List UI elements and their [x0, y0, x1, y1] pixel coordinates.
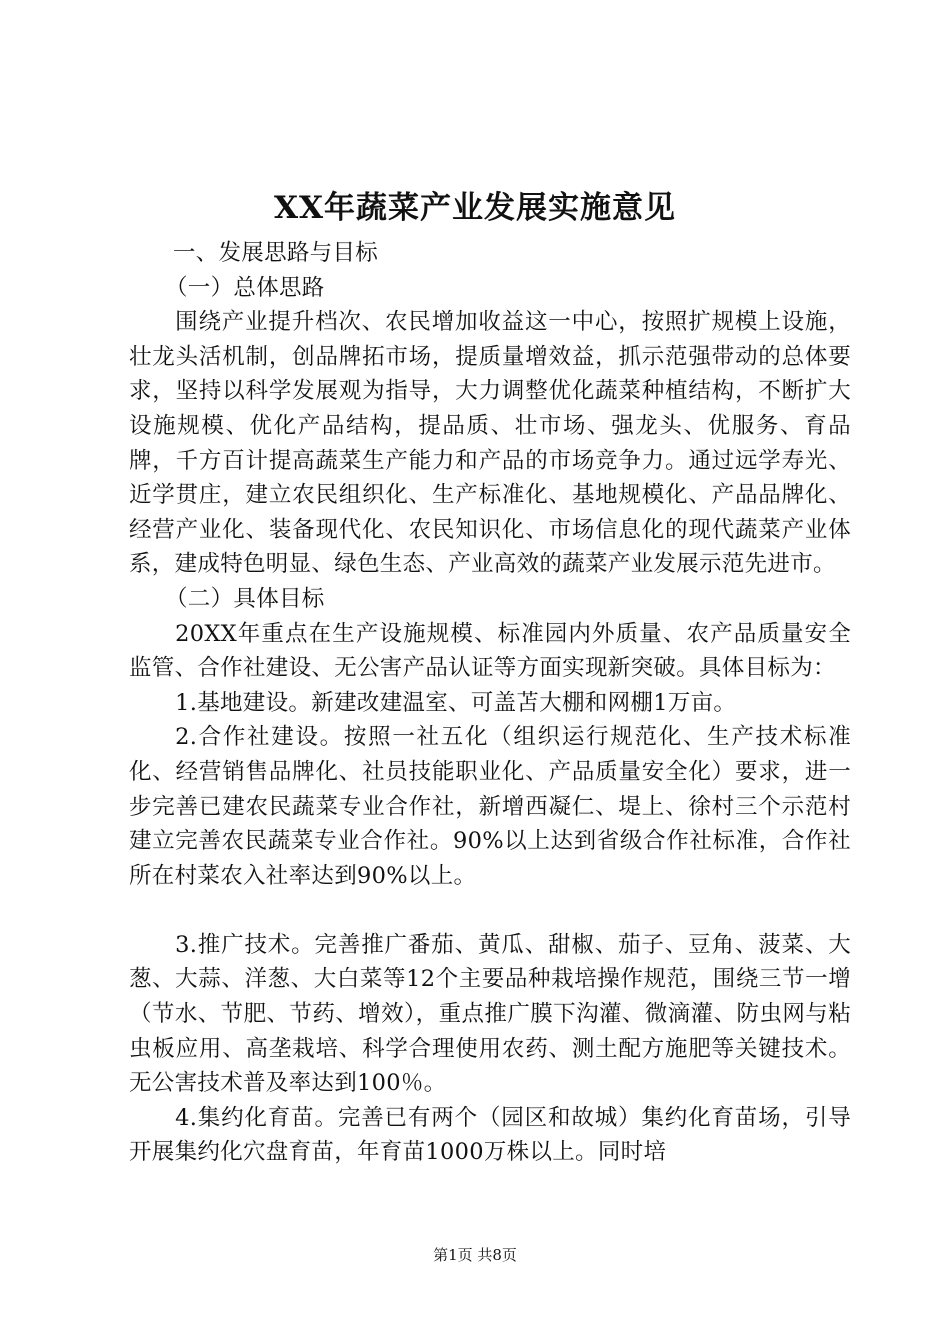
subsection-heading: （一）总体思路	[165, 274, 325, 301]
list-item: 3.推广技术。完善推广番茄、黄瓜、甜椒、茄子、豆角、菠菜、大葱、大蒜、洋葱、大白菜等12个主要品种栽培操作规范，围绕三节一增（节水、节肥、节药、增效），重点推广膜下沟灌、微滴灌、防虫网与粘虫板应用、高垄栽培、科学合理使用农药、测土配方施肥等关键技术。无公害技术普及率达到100％。	[129, 931, 851, 1097]
document-title: XX年蔬菜产业发展实施意见	[273, 190, 677, 226]
section-heading: 一、发展思路与目标	[172, 240, 379, 266]
list-item: 1.基地建设。新建改建温室、可盖苫大棚和网棚1万亩。	[175, 689, 737, 716]
paragraph: 20XX年重点在生产设施规模、标准园内外质量、农产品质量安全监管、合作社建设、无公害产品认证等方面实现新突破。具体目标为：	[129, 620, 851, 682]
list-item: 2.合作社建设。按照一社五化（组织运行规范化、生产技术标准化、经营销售品牌化、社员技能职业化、产品质量安全化）要求，进一步完善已建农民蔬菜专业合作社，新增西凝仁、堤上、徐村三个示范村建立完善农民蔬菜专业合作社。90%以上达到省级合作社标准，合作社所在村菜农入社率达到90%以上。	[129, 724, 851, 889]
paragraph: 围绕产业提升档次、农民增加收益这一中心，按照扩规模上设施，壮龙头活机制，创品牌拓市场，提质量增效益，抓示范强带动的总体要求，坚持以科学发展观为指导，大力调整优化蔬菜种植结构，不断扩大设施规模、优化产品结构，提品质、壮市场、强龙头、优服务、育品牌，千方百计提高蔬菜生产能力和产品的市场竞争力。通过远学寿光、近学贯庄，建立农民组织化、生产标准化、基地规模化、产品品牌化、经营产业化、装备现代化、农民知识化、市场信息化的现代蔬菜产业体系，建成特色明显、绿色生态、产业高效的蔬菜产业发展示范先进市。	[129, 309, 851, 578]
list-item: 4.集约化育苗。完善已有两个（园区和故城）集约化育苗场，引导开展集约化穴盘育苗，年育苗1000万株以上。同时培	[129, 1104, 851, 1166]
page-footer: 第1页 共8页	[433, 1246, 517, 1264]
document-body	[129, 236, 851, 1170]
subsection-heading: （二）具体目标	[165, 585, 325, 612]
blank-line	[129, 893, 851, 928]
